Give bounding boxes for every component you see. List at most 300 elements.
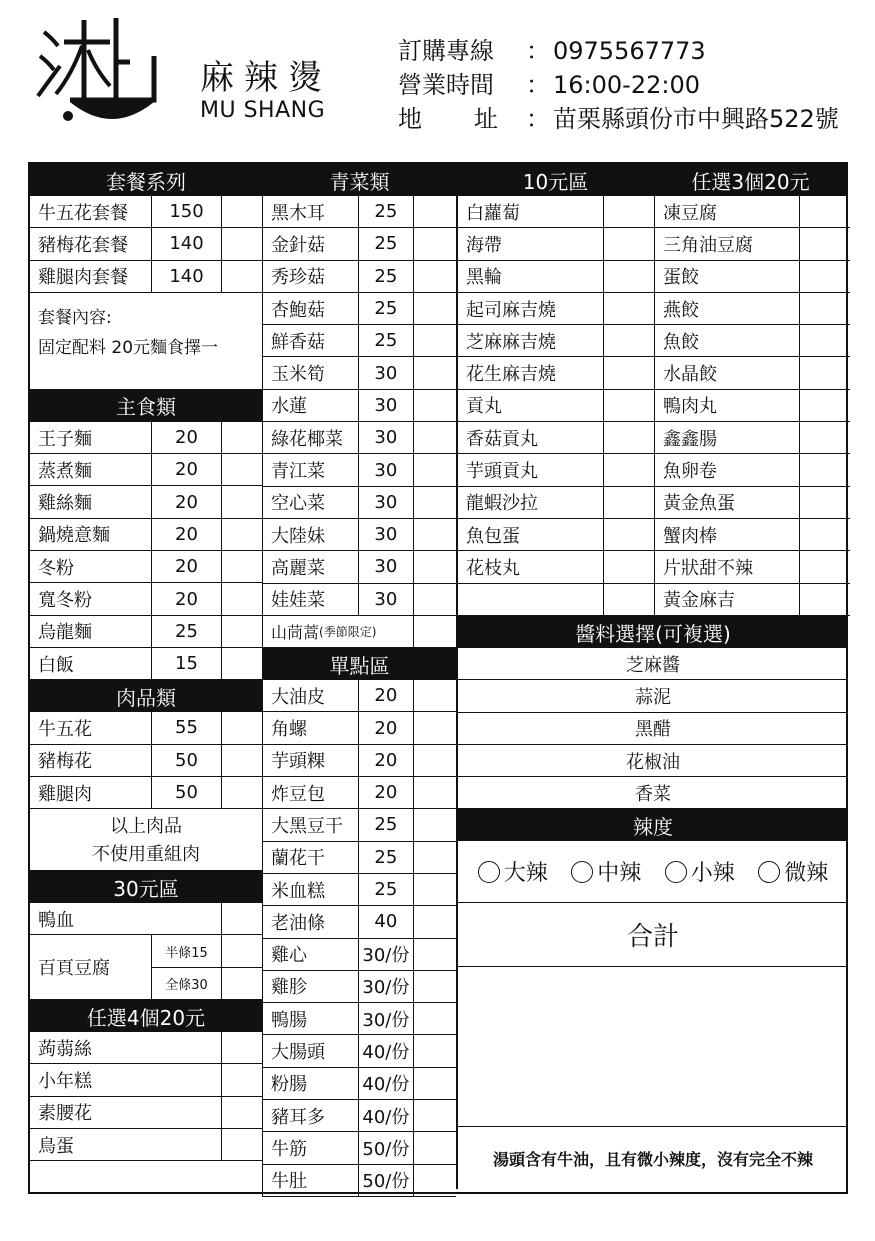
menu-item-row[interactable] <box>458 196 654 228</box>
item-name: 寬冬粉 <box>30 583 152 614</box>
item-price: 140 <box>152 228 222 259</box>
item-price: 30 <box>359 357 415 388</box>
item-price: 25 <box>359 874 415 905</box>
item-name: 小年糕 <box>30 1064 222 1095</box>
item-name: 杏鮑菇 <box>263 293 359 324</box>
item-name: 片狀甜不辣 <box>655 551 800 582</box>
menu-item-row[interactable] <box>263 745 456 777</box>
quantity-cell[interactable] <box>604 228 654 259</box>
quantity-cell[interactable] <box>414 906 456 937</box>
item-name: 烏龍麵 <box>30 616 152 647</box>
item-price: 25 <box>359 809 415 840</box>
quantity-cell[interactable] <box>414 1100 456 1131</box>
item-name: 黑木耳 <box>263 196 359 227</box>
spicy-level-options <box>458 841 848 903</box>
quantity-cell[interactable] <box>800 519 850 550</box>
item-name: 大陸妹 <box>263 519 359 550</box>
section-header-spicy: 辣度 <box>458 809 848 841</box>
item-price: 140 <box>152 261 222 292</box>
menu-item-row[interactable] <box>263 809 456 841</box>
item-name: 百頁豆腐 <box>30 935 152 999</box>
quantity-cell[interactable] <box>222 454 262 485</box>
menu-item-row[interactable] <box>263 842 456 874</box>
item-name: 龍蝦沙拉 <box>458 487 604 518</box>
quantity-cell[interactable] <box>604 422 654 453</box>
phone-label: 訂購專線 <box>398 37 494 65</box>
item-name: 高麗菜 <box>263 551 359 582</box>
menu-item-row[interactable] <box>30 583 262 615</box>
item-name: 王子麵 <box>30 422 152 453</box>
menu-item-row[interactable] <box>263 357 456 389</box>
quantity-cell[interactable] <box>222 422 262 453</box>
radio-circle-icon[interactable] <box>571 861 593 883</box>
section-header-sauces: 醬料選擇(可複選) <box>458 616 848 648</box>
quantity-cell[interactable] <box>414 357 456 388</box>
item-price: 25 <box>359 196 415 227</box>
menu-item-row[interactable] <box>263 906 456 938</box>
menu-item-row[interactable] <box>655 487 850 519</box>
item-price: 20 <box>152 519 222 550</box>
section-header-zone10: 10元區 <box>458 164 653 196</box>
menu-item-row[interactable] <box>655 551 850 583</box>
item-name: 青江菜 <box>263 454 359 485</box>
tofu-row <box>30 935 262 1000</box>
item-price: 25 <box>359 228 415 259</box>
item-name: 黃金麻吉 <box>655 584 800 615</box>
item-name: 黃金魚蛋 <box>655 487 800 518</box>
item-name: 豬梅花 <box>30 745 152 776</box>
item-name: 雞腿肉套餐 <box>30 261 152 292</box>
quantity-cell[interactable] <box>222 745 262 776</box>
menu-item-row[interactable] <box>263 454 456 486</box>
phone-number: 0975567773 <box>553 37 706 65</box>
menu-item-row[interactable] <box>458 390 654 422</box>
quantity-cell[interactable] <box>800 551 850 582</box>
quantity-cell[interactable] <box>222 616 262 647</box>
quantity-cell[interactable] <box>414 777 456 808</box>
mu-shang-logo <box>30 12 160 132</box>
item-name: 大黑豆干 <box>263 809 359 840</box>
menu-item-row[interactable] <box>263 1035 456 1067</box>
item-name: 鑫鑫腸 <box>655 422 800 453</box>
sauce-option[interactable] <box>458 745 848 777</box>
quantity-cell[interactable] <box>800 584 850 615</box>
quantity-cell[interactable] <box>222 583 262 614</box>
menu-item-row[interactable] <box>655 390 850 422</box>
menu-item-row[interactable] <box>263 519 456 551</box>
sauce-name: 花椒油 <box>626 751 680 773</box>
item-price: 20 <box>152 422 222 453</box>
quantity-cell[interactable] <box>222 551 262 582</box>
menu-item-row[interactable] <box>30 903 262 935</box>
item-name: 白飯 <box>30 648 152 679</box>
quantity-cell[interactable] <box>222 648 262 679</box>
menu-item-row[interactable] <box>263 1165 456 1197</box>
quantity-cell[interactable] <box>222 968 262 1000</box>
menu-item-row[interactable] <box>263 487 456 519</box>
item-name: 花枝丸 <box>458 551 604 582</box>
item-price: 40/份 <box>359 1068 415 1099</box>
quantity-cell[interactable] <box>222 261 262 292</box>
quantity-cell[interactable] <box>222 196 262 227</box>
quantity-cell[interactable] <box>800 293 850 324</box>
item-price: 50 <box>152 777 222 808</box>
quantity-cell[interactable] <box>414 454 456 485</box>
quantity-cell[interactable] <box>800 390 850 421</box>
spicy-option-label: 微辣 <box>784 861 829 887</box>
quantity-cell[interactable] <box>604 390 654 421</box>
sauce-option[interactable] <box>458 713 848 745</box>
quantity-cell[interactable] <box>414 1035 456 1066</box>
quantity-cell[interactable] <box>604 584 654 615</box>
item-name: 蛋餃 <box>655 261 800 292</box>
spicy-option[interactable] <box>478 856 548 887</box>
menu-item-row[interactable] <box>263 1068 456 1100</box>
quantity-cell[interactable] <box>800 196 850 227</box>
quantity-cell[interactable] <box>414 939 456 970</box>
quantity-cell[interactable] <box>414 971 456 1002</box>
menu-item-row[interactable] <box>30 196 262 228</box>
item-name: 蒟蒻絲 <box>30 1032 222 1063</box>
menu-item-row[interactable] <box>263 293 456 325</box>
menu-item-row[interactable] <box>263 712 456 744</box>
tofu-option-half[interactable]: 半條15 <box>152 935 262 967</box>
quantity-cell[interactable] <box>414 1132 456 1163</box>
quantity-cell[interactable] <box>414 390 456 421</box>
menu-item-row[interactable] <box>655 454 850 486</box>
menu-item-row[interactable] <box>263 680 456 712</box>
menu-item-row[interactable] <box>30 228 262 260</box>
quantity-cell[interactable] <box>414 680 456 711</box>
menu-item-row[interactable] <box>263 971 456 1003</box>
item-name: 雞絲麵 <box>30 486 152 517</box>
item-price: 150 <box>152 196 222 227</box>
section-header-zone30: 30元區 <box>30 871 262 903</box>
menu-item-row[interactable] <box>30 712 262 744</box>
menu-item-row[interactable] <box>263 777 456 809</box>
menu-item-row[interactable] <box>263 261 456 293</box>
menu-item-row[interactable] <box>655 519 850 551</box>
item-name <box>458 584 604 615</box>
spicy-option-label: 小辣 <box>690 861 735 887</box>
quantity-cell[interactable] <box>414 584 456 615</box>
total-area[interactable] <box>458 967 848 1127</box>
meat-note: 以上肉品 不使用重組肉 <box>30 809 262 871</box>
item-name: 娃娃菜 <box>263 584 359 615</box>
quantity-cell[interactable] <box>414 1003 456 1034</box>
quantity-cell[interactable] <box>222 1032 262 1063</box>
quantity-cell[interactable] <box>414 809 456 840</box>
menu-item-row[interactable] <box>30 648 262 680</box>
quantity-cell[interactable] <box>604 293 654 324</box>
quantity-cell[interactable] <box>222 519 262 550</box>
spicy-option-label: 大辣 <box>503 861 548 887</box>
quantity-cell[interactable] <box>604 487 654 518</box>
item-price: 15 <box>152 648 222 679</box>
quantity-cell[interactable] <box>414 196 456 227</box>
item-price: 30 <box>359 584 415 615</box>
item-name: 大腸頭 <box>263 1035 359 1066</box>
item-name: 鴨血 <box>30 903 222 934</box>
address-row: 地 址 ： 苗栗縣頭份市中興路522號 <box>398 102 839 136</box>
quantity-cell[interactable] <box>414 1165 456 1196</box>
quantity-cell[interactable] <box>222 903 262 934</box>
section-header-set-meals: 套餐系列 <box>30 164 262 196</box>
spicy-option[interactable] <box>758 856 828 887</box>
menu-item-row[interactable] <box>263 1132 456 1164</box>
item-price: 20 <box>152 551 222 582</box>
item-price: 20 <box>359 680 415 711</box>
quantity-cell[interactable] <box>604 196 654 227</box>
section-header-meats: 肉品類 <box>30 680 262 712</box>
total-label: 合計 <box>458 903 848 967</box>
quantity-cell[interactable] <box>222 228 262 259</box>
item-name: 鳥蛋 <box>30 1129 222 1160</box>
phone-row: 訂購專線 ： 0975567773 <box>398 34 839 68</box>
menu-item-row[interactable] <box>263 1100 456 1132</box>
item-price: 25 <box>359 325 415 356</box>
quantity-cell[interactable] <box>604 519 654 550</box>
menu-item-row[interactable] <box>30 519 262 551</box>
menu-item-row[interactable] <box>458 228 654 260</box>
quantity-cell[interactable] <box>414 519 456 550</box>
menu-item-row[interactable] <box>263 196 456 228</box>
menu-item-row[interactable] <box>30 745 262 777</box>
quantity-cell[interactable] <box>414 228 456 259</box>
item-name: 角螺 <box>263 712 359 743</box>
menu-item-row[interactable] <box>263 584 456 616</box>
quantity-cell[interactable] <box>800 487 850 518</box>
item-name: 鮮香菇 <box>263 325 359 356</box>
item-name: 芋頭貢丸 <box>458 454 604 485</box>
quantity-cell[interactable] <box>414 293 456 324</box>
menu-item-row[interactable] <box>458 551 654 583</box>
menu-item-row[interactable] <box>655 422 850 454</box>
menu-item-row[interactable] <box>263 325 456 357</box>
quantity-cell[interactable] <box>604 357 654 388</box>
quantity-cell[interactable] <box>800 228 850 259</box>
menu-item-row[interactable] <box>655 325 850 357</box>
menu-column-2 <box>262 164 456 1197</box>
radio-circle-icon[interactable] <box>665 861 687 883</box>
item-name: 蘭花干 <box>263 842 359 873</box>
item-name: 空心菜 <box>263 487 359 518</box>
menu-item-row[interactable] <box>30 422 262 454</box>
menu-item-row[interactable] <box>263 939 456 971</box>
set-meal-note: 套餐內容: 固定配料 20元麵食擇一 <box>30 293 262 390</box>
item-name: 香菇貢丸 <box>458 422 604 453</box>
menu-item-row[interactable] <box>263 616 456 648</box>
quantity-cell[interactable] <box>414 874 456 905</box>
item-name: 豬梅花套餐 <box>30 228 152 259</box>
quantity-cell[interactable] <box>604 551 654 582</box>
sauce-name: 蒜泥 <box>635 686 671 708</box>
quantity-cell[interactable] <box>414 842 456 873</box>
menu-item-row[interactable] <box>458 261 654 293</box>
menu-item-row[interactable] <box>263 228 456 260</box>
header <box>0 0 875 160</box>
quantity-cell[interactable] <box>414 616 456 647</box>
menu-item-row[interactable] <box>458 293 654 325</box>
item-price: 40/份 <box>359 1035 415 1066</box>
section-header-pick3: 任選3個20元 <box>653 164 848 196</box>
menu-item-row[interactable] <box>655 261 850 293</box>
menu-item-row[interactable] <box>263 1003 456 1035</box>
quantity-cell[interactable] <box>800 261 850 292</box>
item-price: 20 <box>152 486 222 517</box>
menu-column-1 <box>30 164 262 1161</box>
menu-item-row[interactable] <box>263 874 456 906</box>
item-name: 鴨腸 <box>263 1003 359 1034</box>
item-name: 米血糕 <box>263 874 359 905</box>
quantity-cell[interactable] <box>222 1097 262 1128</box>
item-price: 40 <box>359 906 415 937</box>
item-name: 鴨肉丸 <box>655 390 800 421</box>
item-price: 30 <box>359 487 415 518</box>
menu-item-row[interactable] <box>458 519 654 551</box>
menu-item-row[interactable] <box>30 1064 262 1096</box>
quantity-cell[interactable] <box>222 935 262 966</box>
quantity-cell[interactable] <box>222 712 262 743</box>
item-name: 起司麻吉燒 <box>458 293 604 324</box>
menu-item-row[interactable] <box>30 454 262 486</box>
quantity-cell[interactable] <box>800 357 850 388</box>
sauce-option[interactable] <box>458 777 848 809</box>
sauce-option[interactable] <box>458 648 848 680</box>
quantity-cell[interactable] <box>222 486 262 517</box>
spicy-option[interactable] <box>571 856 641 887</box>
item-name: 冬粉 <box>30 551 152 582</box>
item-name: 老油條 <box>263 906 359 937</box>
quantity-cell[interactable] <box>222 777 262 808</box>
item-name: 黑輪 <box>458 261 604 292</box>
quantity-cell[interactable] <box>604 325 654 356</box>
menu-item-row[interactable] <box>655 584 850 616</box>
menu-item-row[interactable] <box>30 1129 262 1161</box>
menu-item-row[interactable] <box>263 551 456 583</box>
quantity-cell[interactable] <box>800 422 850 453</box>
menu-item-row[interactable] <box>30 261 262 293</box>
menu-item-row[interactable] <box>458 325 654 357</box>
spicy-option-label: 中辣 <box>597 861 642 887</box>
quantity-cell[interactable] <box>604 454 654 485</box>
menu-item-row[interactable] <box>30 616 262 648</box>
quantity-cell[interactable] <box>222 1064 262 1095</box>
item-name: 花生麻吉燒 <box>458 357 604 388</box>
item-name: 凍豆腐 <box>655 196 800 227</box>
menu-item-row[interactable] <box>30 1097 262 1129</box>
item-name: 魚卵卷 <box>655 454 800 485</box>
menu-item-row[interactable] <box>263 390 456 422</box>
item-price: 25 <box>359 842 415 873</box>
quantity-cell[interactable] <box>414 551 456 582</box>
hours-label: 營業時間 <box>398 71 494 99</box>
item-price: 30/份 <box>359 1003 415 1034</box>
sauce-name: 香菜 <box>635 783 671 805</box>
quantity-cell[interactable] <box>414 325 456 356</box>
store-info <box>398 34 839 136</box>
menu-item-row[interactable] <box>458 454 654 486</box>
quantity-cell[interactable] <box>414 745 456 776</box>
quantity-cell[interactable] <box>604 261 654 292</box>
menu-item-row[interactable] <box>458 422 654 454</box>
sauce-name: 芝麻醬 <box>626 654 680 676</box>
item-price: 25 <box>152 616 222 647</box>
menu-item-row[interactable] <box>458 357 654 389</box>
item-price: 50 <box>152 745 222 776</box>
quantity-cell[interactable] <box>414 1068 456 1099</box>
menu-item-row[interactable] <box>30 1032 262 1064</box>
menu-item-row[interactable] <box>30 777 262 809</box>
item-price: 20 <box>359 777 415 808</box>
item-name: 素腰花 <box>30 1097 222 1128</box>
quantity-cell[interactable] <box>414 487 456 518</box>
item-name: 海帶 <box>458 228 604 259</box>
quantity-cell[interactable] <box>414 422 456 453</box>
item-name: 鍋燒意麵 <box>30 519 152 550</box>
item-price: 30 <box>359 454 415 485</box>
item-name: 大油皮 <box>263 680 359 711</box>
address: 苗栗縣頭份市中興路522號 <box>553 105 839 133</box>
item-name: 牛肚 <box>263 1165 359 1196</box>
item-name: 水晶餃 <box>655 357 800 388</box>
quantity-cell[interactable] <box>222 1129 262 1160</box>
item-name: 蒸煮麵 <box>30 454 152 485</box>
quantity-cell[interactable] <box>800 325 850 356</box>
hours-row: 營業時間 ： 16:00-22:00 <box>398 68 839 102</box>
menu-item-row[interactable] <box>655 357 850 389</box>
menu-item-row[interactable] <box>655 293 850 325</box>
sauce-option[interactable] <box>458 680 848 712</box>
item-price: 30 <box>359 390 415 421</box>
brand-chinese-name: 麻辣燙 <box>200 58 332 98</box>
item-name: 綠花椰菜 <box>263 422 359 453</box>
item-price: 25 <box>359 261 415 292</box>
quantity-cell[interactable] <box>800 454 850 485</box>
menu-item-row[interactable] <box>30 551 262 583</box>
item-name: 貢丸 <box>458 390 604 421</box>
menu-item-row[interactable] <box>655 196 850 228</box>
menu-item-row[interactable] <box>30 486 262 518</box>
item-price: 30/份 <box>359 939 415 970</box>
item-name: 牛五花 <box>30 712 152 743</box>
radio-circle-icon[interactable] <box>758 861 780 883</box>
spicy-option[interactable] <box>665 856 735 887</box>
menu-item-row[interactable] <box>263 422 456 454</box>
item-name: 秀珍菇 <box>263 261 359 292</box>
menu-item-row[interactable] <box>458 487 654 519</box>
soup-base-note: 湯頭含有牛油，且有微小辣度，沒有完全不辣 <box>492 1149 813 1169</box>
quantity-cell[interactable] <box>414 261 456 292</box>
item-name: 雞胗 <box>263 971 359 1002</box>
tofu-option-full[interactable]: 全條30 <box>152 968 262 1000</box>
item-price: 30 <box>359 422 415 453</box>
menu-item-row[interactable] <box>458 584 654 616</box>
quantity-cell[interactable] <box>414 712 456 743</box>
tofu-options <box>152 935 262 999</box>
radio-circle-icon[interactable] <box>478 861 500 883</box>
menu-column-3 <box>456 164 848 1189</box>
item-name: 魚餃 <box>655 325 800 356</box>
section-header-vegetables: 青菜類 <box>263 164 456 196</box>
section-header-pick4: 任選4個20元 <box>30 1000 262 1032</box>
item-price: 20 <box>359 745 415 776</box>
item-name: 雞心 <box>263 939 359 970</box>
item-name: 玉米筍 <box>263 357 359 388</box>
section-header-staples: 主食類 <box>30 390 262 422</box>
item-price: 20 <box>152 583 222 614</box>
menu-item-row[interactable] <box>655 228 850 260</box>
